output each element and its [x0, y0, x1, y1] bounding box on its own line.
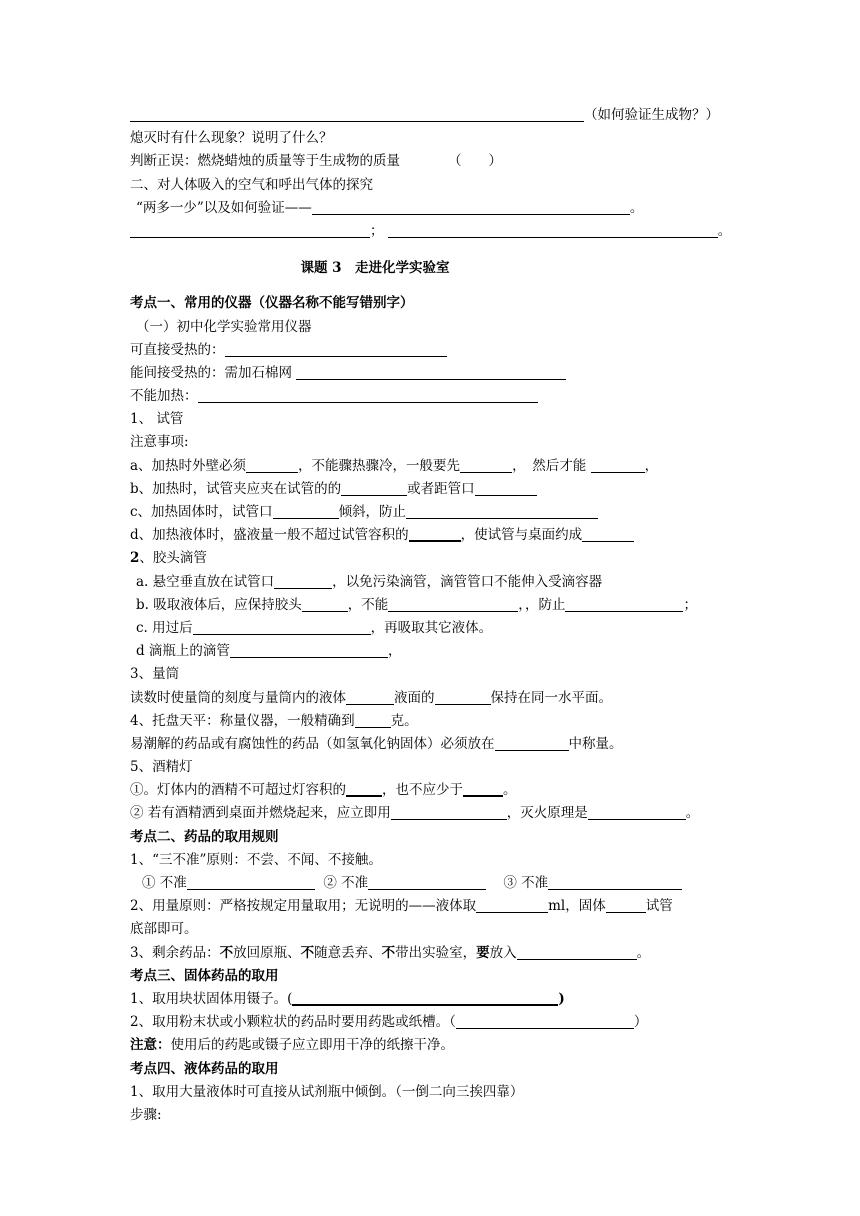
- item-cylinder: 3、量筒: [130, 666, 180, 683]
- blank[interactable]: [230, 641, 388, 658]
- blank[interactable]: [388, 221, 718, 238]
- blank[interactable]: [193, 618, 371, 635]
- blank[interactable]: [355, 711, 391, 728]
- rule-amount: 2、用量原则：严格按规定用量取用；无说明的——液体取 ml，固体 试管: [130, 898, 673, 915]
- blank[interactable]: [435, 688, 491, 705]
- liquid-1: 1、取用大量液体时可直接从试剂瓶中倾倒。（一倒二向三挨四靠）: [130, 1083, 524, 1100]
- line-extinguish: 熄灭时有什么现象？说明了什么？: [130, 130, 333, 147]
- note-c: c、加热固体时，试管口 倾斜，防止: [130, 501, 740, 524]
- blank[interactable]: [591, 456, 645, 473]
- blank[interactable]: [391, 803, 507, 820]
- blank[interactable]: [517, 943, 637, 960]
- notes-label: 注意事项:: [130, 434, 189, 451]
- liquid-steps: 步骤:: [130, 1106, 162, 1123]
- line-verify-products: （如何验证生成物？）: [130, 104, 740, 127]
- item-balance: 4、托盘天平：称量仪器，一般精确到 克。: [130, 712, 418, 729]
- balance-corrosive: 易潮解的药品或有腐蚀性的药品（如氢氧化钠固体）必须放在 中称量。: [130, 735, 623, 752]
- note-b: b、加热时，试管夹应夹在试管的的 或者距管口: [130, 478, 740, 501]
- blank[interactable]: [476, 896, 548, 913]
- cylinder-reading: 读数时使量筒的刻度与量筒内的液体 液面的 保持在同一水平面。: [130, 689, 612, 706]
- dropper-d: d 滴瓶上的滴管 ，: [136, 643, 402, 660]
- line-direct-heat: 可直接受热的：: [130, 339, 740, 362]
- blank[interactable]: [406, 502, 598, 519]
- blank[interactable]: [312, 198, 630, 215]
- worksheet-page: [130, 104, 740, 1127]
- lamp-1: ①。灯体内的酒精不可超过灯容积的 ，也不应少于 。: [130, 779, 740, 802]
- blank[interactable]: [463, 779, 503, 797]
- blank[interactable]: [495, 734, 569, 751]
- solid-2: 2、取用粉末状或小颗粒状的药品时要用药匙或纸槽。（ ）: [130, 1014, 648, 1031]
- blank[interactable]: [582, 525, 634, 542]
- solid-1: 1、取用块状固体用镊子。( ): [130, 988, 740, 1011]
- dropper-c: c. 用过后 ，再吸取其它液体。: [136, 619, 493, 636]
- line-no-heat: 不能加热：: [130, 385, 740, 408]
- note-a: a、加热时外壁必须 ，不能骤热骤冷，一般要先 ， 然后才能 ，: [130, 457, 659, 474]
- blank[interactable]: [368, 873, 486, 890]
- blank[interactable]: [388, 595, 518, 612]
- section-heading-rules: 考点二、药品的取用规则: [130, 828, 279, 845]
- blank[interactable]: [475, 479, 537, 496]
- item-dropper: 2、胶头滴管: [130, 550, 207, 567]
- section-two-heading: 二、对人体吸入的空气和呼出气体的探究: [130, 176, 373, 193]
- blank[interactable]: [606, 896, 646, 913]
- rule-three-nots-blanks: ① 不准 ② 不准 ③ 不准: [130, 872, 740, 895]
- line-true-false: 判断正误：燃烧蜡烛的质量等于生成物的质量 （ ）: [130, 153, 502, 170]
- lesson-title: 课题 3 走进化学实验室: [300, 260, 450, 277]
- blank[interactable]: [302, 595, 348, 612]
- blank[interactable]: [274, 572, 332, 589]
- blank[interactable]: [225, 340, 447, 357]
- blank[interactable]: [246, 456, 298, 473]
- rule-amount-cont: 底部即可。: [130, 921, 198, 938]
- section-heading-instruments: 考点一、常用的仪器（仪器名称不能写错别字）: [130, 295, 414, 312]
- blank[interactable]: [341, 479, 407, 496]
- blank[interactable]: [273, 502, 339, 519]
- dropper-b: b. 吸取液体后，应保持胶头 ，不能 ，，防止 ；: [136, 596, 697, 613]
- section-heading-solids: 考点三、固体药品的取用: [130, 967, 279, 984]
- blank[interactable]: [588, 803, 686, 820]
- blank[interactable]: [187, 873, 315, 890]
- blank[interactable]: [292, 988, 558, 1006]
- blank[interactable]: [130, 221, 370, 238]
- blank[interactable]: [346, 688, 394, 705]
- blank[interactable]: [460, 456, 512, 473]
- item-test-tube: 1、 试管: [130, 411, 184, 428]
- dropper-a: a. 悬空垂直放在试管口 ，以免污染滴管，滴管管口不能伸入受滴容器: [136, 573, 603, 590]
- blank[interactable]: [296, 363, 566, 380]
- lamp-2: ② 若有酒精洒到桌面并燃烧起来，应立即用 ，灭火原理是 。: [130, 805, 700, 822]
- blank[interactable]: [130, 105, 584, 122]
- rule-three-nots: 1、“三不准”原则：不尝、不闻、不接触。: [130, 851, 382, 868]
- blank[interactable]: [409, 524, 461, 542]
- solid-note: 注意：使用后的药匙或镊子应立即用干净的纸擦干净。: [130, 1037, 454, 1054]
- item-alcohol-lamp: 5、酒精灯: [130, 759, 193, 776]
- blank[interactable]: [456, 1012, 634, 1029]
- line-verify-blanks: ； 。: [130, 220, 740, 243]
- note-d: d、加热液体时，盛液量一般不超过试管容积的 ，使试管与桌面约成: [130, 524, 740, 547]
- blank[interactable]: [548, 873, 682, 890]
- blank[interactable]: [198, 386, 538, 403]
- rule-leftover: 3、剩余药品：不放回原瓶、不随意丢弃、不带出实验室，要放入 。: [130, 944, 651, 961]
- blank[interactable]: [346, 779, 382, 797]
- sub-heading: （一）初中化学实验常用仪器: [136, 318, 312, 335]
- line-two-more-one-less: “两多一少”以及如何验证—— 。: [136, 199, 644, 216]
- line-indirect-heat: 能间接受热的：需加石棉网: [130, 362, 740, 385]
- blank[interactable]: [565, 595, 683, 612]
- section-heading-liquids: 考点四、液体药品的取用: [130, 1060, 279, 1077]
